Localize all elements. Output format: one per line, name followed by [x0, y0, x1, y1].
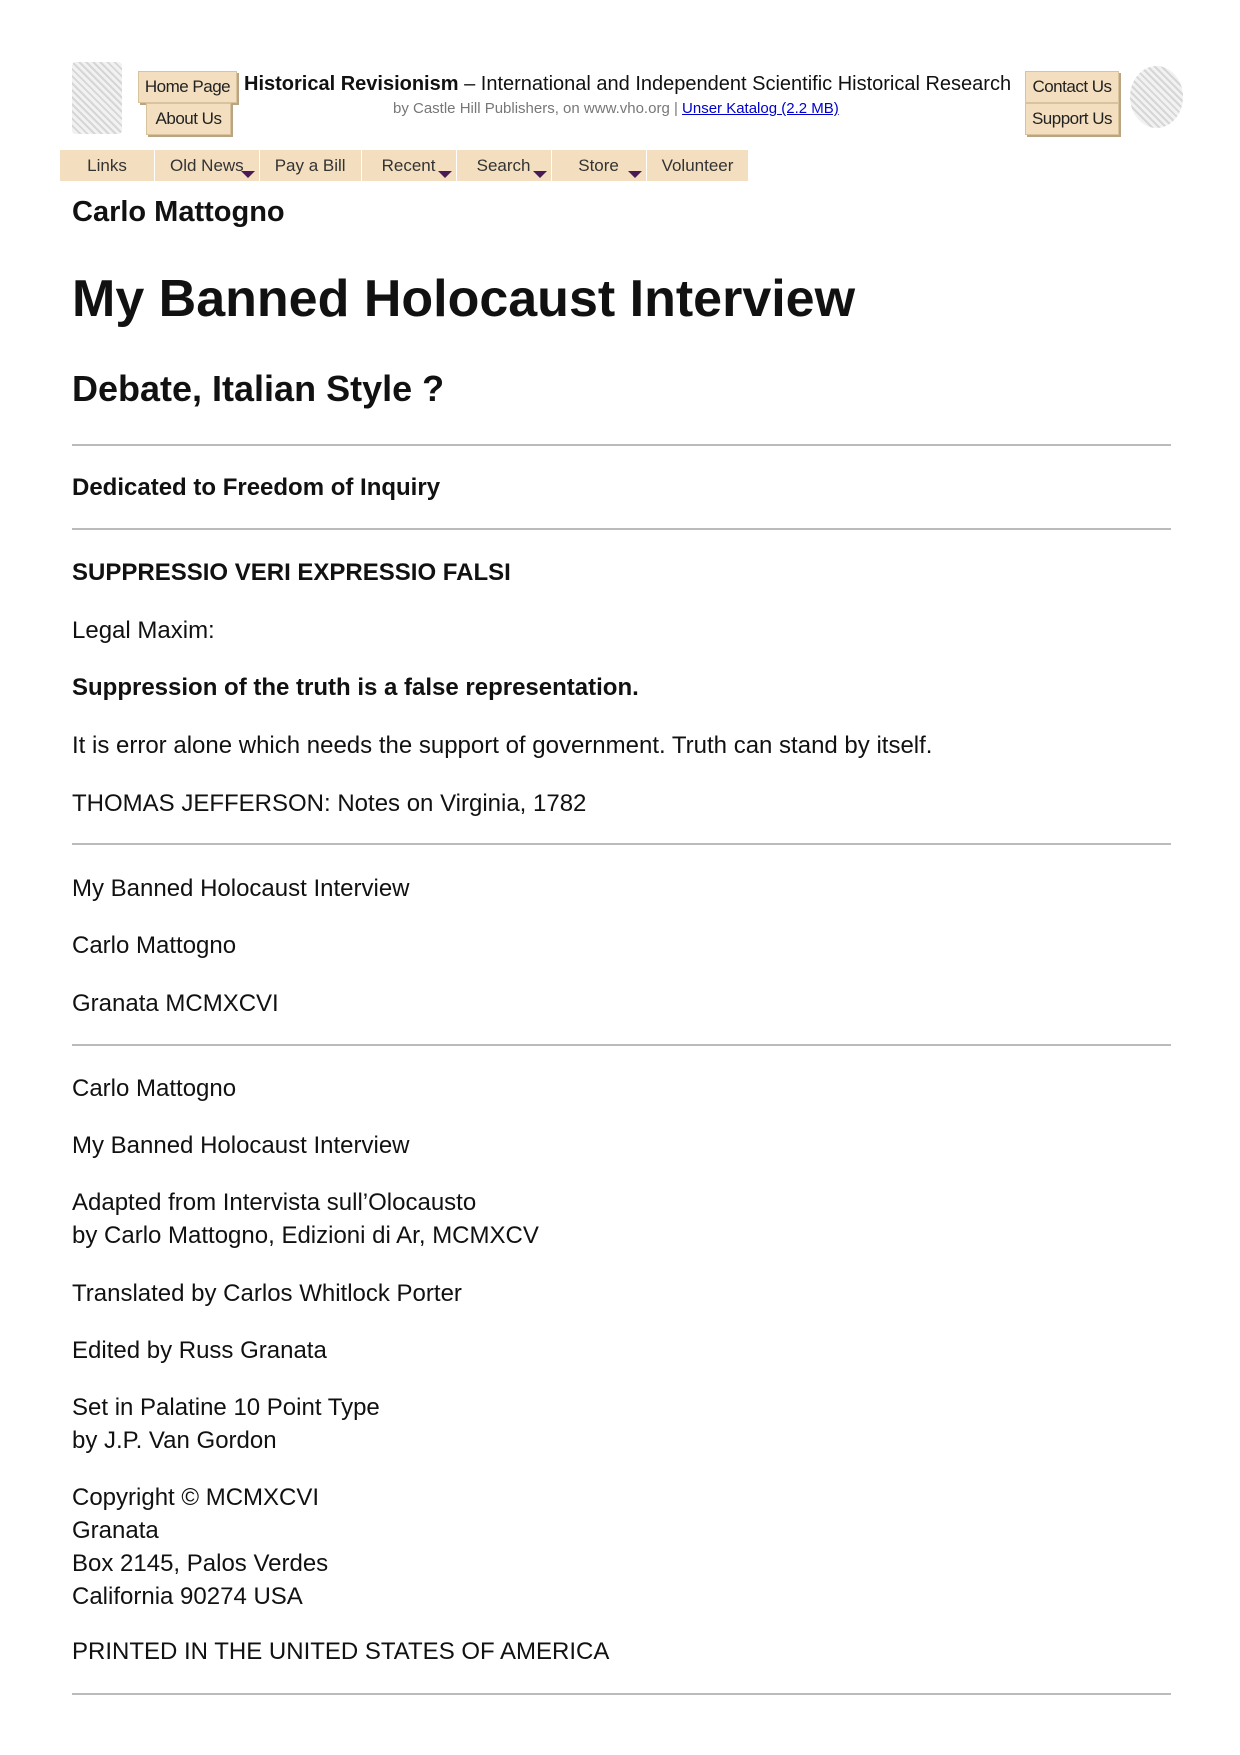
- home-page-button[interactable]: Home Page: [138, 71, 237, 103]
- maxim-label: Legal Maxim:: [72, 617, 215, 644]
- colophon-adapted: Adapted from Intervista sull’Olocausto by Carlo Mattogno, Edizioni di Ar, MCMXCV: [72, 1189, 539, 1249]
- divider: [72, 1693, 1171, 1695]
- site-title: [244, 73, 1011, 96]
- dropdown-arrow-icon: [533, 171, 547, 178]
- title-page-title: My Banned Holocaust Interview: [72, 875, 410, 902]
- nav-links[interactable]: Links: [60, 150, 155, 181]
- quote: It is error alone which needs the support of government. Truth can stand by itself.: [72, 732, 933, 759]
- title-page-author: Carlo Mattogno: [72, 932, 237, 959]
- nav-volunteer[interactable]: Volunteer: [647, 150, 750, 181]
- author: Carlo Mattogno: [72, 196, 285, 228]
- maxim-latin: SUPPRESSIO VERI EXPRESSIO FALSI: [72, 559, 511, 586]
- katalog-link[interactable]: Unser Katalog (2.2 MB): [682, 100, 839, 117]
- colophon-copyright: Copyright © MCMXCVI Granata Box 2145, Palos Verdes California 90274 USA: [72, 1484, 329, 1610]
- byline: [393, 100, 839, 117]
- nav-pay-a-bill[interactable]: Pay a Bill: [260, 150, 362, 181]
- dropdown-arrow-icon: [628, 171, 642, 178]
- dropdown-arrow-icon: [241, 171, 255, 178]
- nav-old-news[interactable]: Old News: [155, 150, 260, 181]
- site-logo-left[interactable]: [72, 62, 122, 134]
- dropdown-arrow-icon: [438, 171, 452, 178]
- nav-bar: [60, 150, 749, 181]
- contact-us-button[interactable]: Contact Us: [1025, 71, 1119, 103]
- site-logo-right[interactable]: [1130, 66, 1183, 128]
- divider: [72, 528, 1171, 530]
- nav-recent[interactable]: Recent: [362, 150, 457, 181]
- maxim-english: Suppression of the truth is a false representation.: [72, 674, 639, 701]
- colophon-typeset: Set in Palatine 10 Point Type by J.P. Van Gordon: [72, 1394, 380, 1454]
- site-tagline: – International and Independent Scientific Historical Research: [458, 73, 1012, 95]
- divider: [72, 1044, 1171, 1046]
- colophon-title: My Banned Holocaust Interview: [72, 1132, 410, 1159]
- colophon-translator: Translated by Carlos Whitlock Porter: [72, 1280, 462, 1307]
- support-us-button[interactable]: Support Us: [1025, 103, 1119, 135]
- divider: [72, 444, 1171, 446]
- page-subtitle: Debate, Italian Style ?: [72, 368, 445, 409]
- page-title: My Banned Holocaust Interview: [72, 270, 856, 328]
- about-us-button[interactable]: About Us: [146, 103, 231, 135]
- nav-search[interactable]: Search: [457, 150, 552, 181]
- site-name: Historical Revisionism: [244, 73, 459, 95]
- colophon-printed: PRINTED IN THE UNITED STATES OF AMERICA: [72, 1638, 610, 1665]
- dedication: Dedicated to Freedom of Inquiry: [72, 474, 441, 501]
- quote-source: THOMAS JEFFERSON: Notes on Virginia, 1782: [72, 790, 587, 817]
- divider: [72, 843, 1171, 845]
- colophon-author: Carlo Mattogno: [72, 1075, 237, 1102]
- colophon-editor: Edited by Russ Granata: [72, 1337, 327, 1364]
- nav-store[interactable]: Store: [552, 150, 647, 181]
- byline-text: by Castle Hill Publishers, on www.vho.org |: [393, 100, 683, 117]
- title-page-publisher: Granata MCMXCVI: [72, 990, 279, 1017]
